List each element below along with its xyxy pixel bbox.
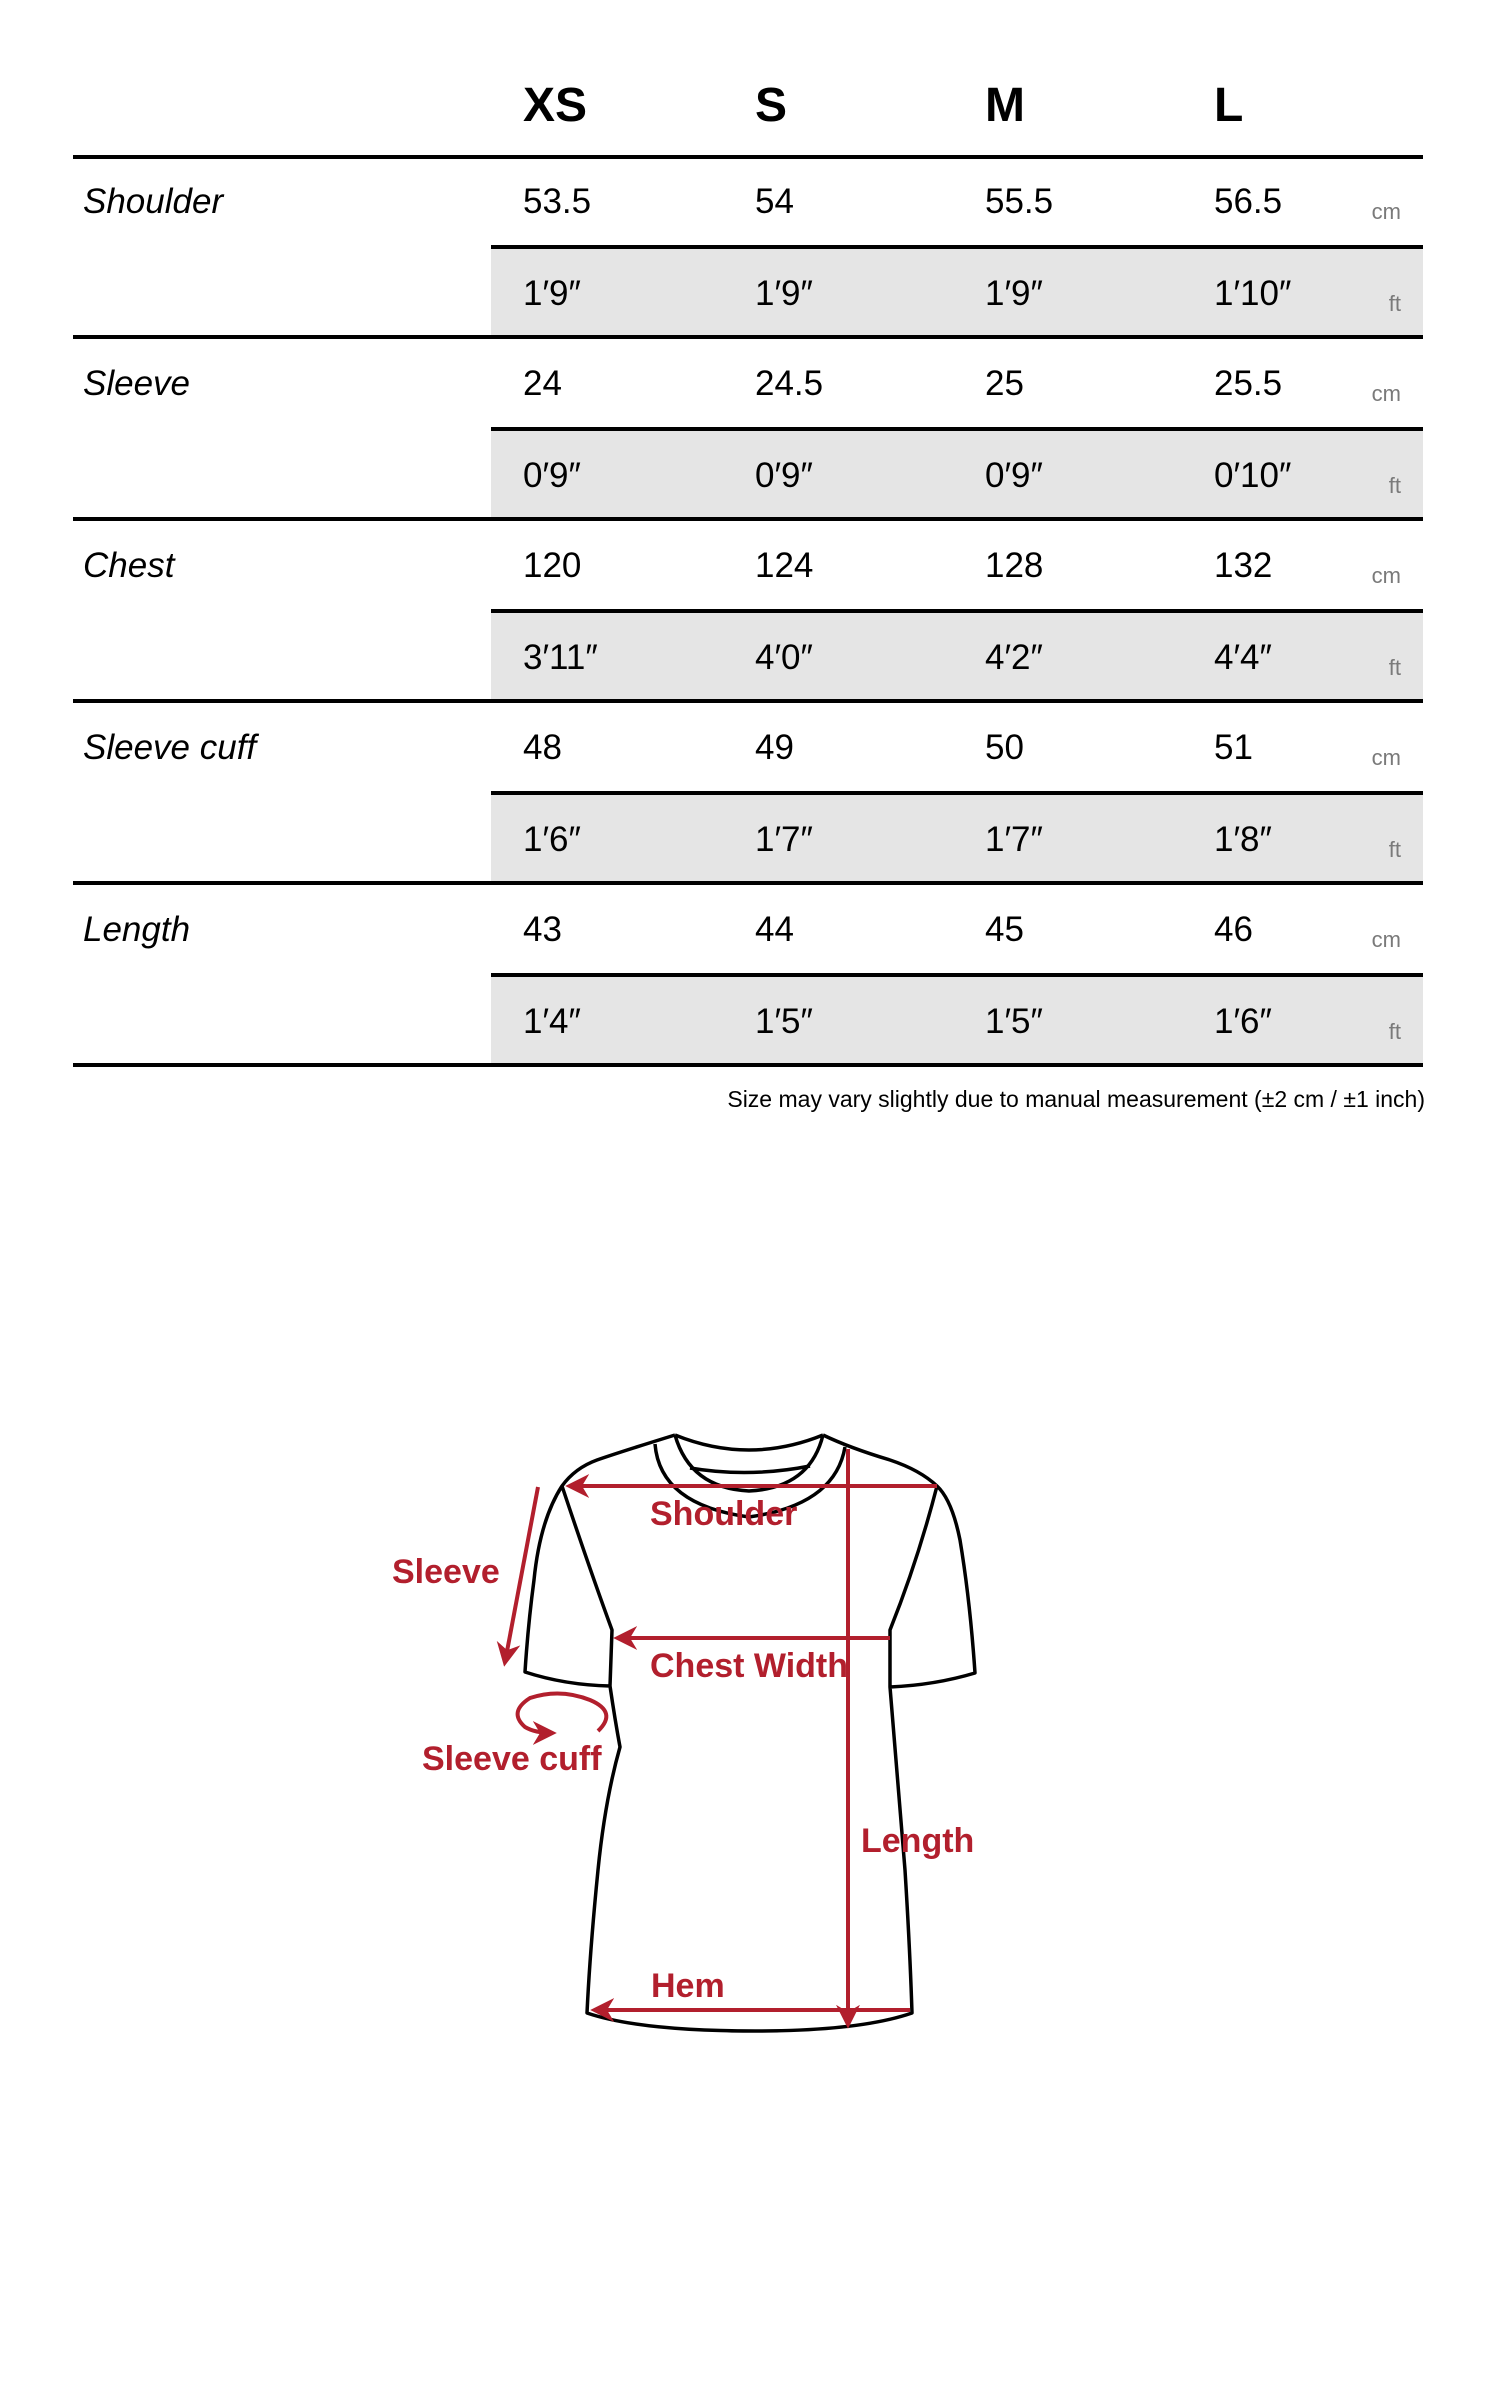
cell-s-ft: 0′9″ (755, 456, 813, 495)
size-header-m: M (985, 79, 1025, 132)
cell-s-ft: 1′7″ (755, 820, 813, 859)
size-header-s: S (755, 79, 788, 132)
measurement-footnote: Size may vary slightly due to manual measurement (±2 cm / ±1 inch) (727, 1086, 1425, 1112)
cell-xs-cm: 24 (523, 364, 562, 403)
neck-inner-line (690, 1466, 810, 1473)
measurement-label: Sleeve (83, 364, 191, 403)
unit-cm: cm (1371, 381, 1401, 406)
size-header-l: L (1214, 79, 1244, 132)
unit-cm: cm (1371, 927, 1401, 952)
cell-xs-ft: 1′4″ (523, 1002, 581, 1041)
cell-l-ft: 1′10″ (1214, 274, 1292, 313)
diagram-label-sleeve-cuff: Sleeve cuff (422, 1740, 602, 1778)
cell-s-cm: 44 (755, 910, 794, 949)
cell-xs-ft: 1′9″ (523, 274, 581, 313)
cell-l-ft: 0′10″ (1214, 456, 1292, 495)
cell-l-ft: 1′6″ (1214, 1002, 1272, 1041)
cell-m-ft: 0′9″ (985, 456, 1043, 495)
cell-l-cm: 25.5 (1214, 364, 1283, 403)
cell-s-cm: 54 (755, 182, 794, 221)
cell-l-cm: 56.5 (1214, 182, 1283, 221)
cell-xs-cm: 48 (523, 728, 562, 767)
unit-cm: cm (1371, 199, 1401, 224)
measurement-label: Sleeve cuff (83, 728, 257, 767)
cell-xs-ft: 0′9″ (523, 456, 581, 495)
cell-s-cm: 124 (755, 546, 814, 585)
cell-xs-ft: 3′11″ (523, 638, 598, 677)
unit-ft: ft (1388, 291, 1401, 316)
cell-m-ft: 1′7″ (985, 820, 1043, 859)
cell-m-cm: 45 (985, 910, 1024, 949)
measurement-label: Length (83, 910, 191, 949)
unit-cm: cm (1371, 563, 1401, 588)
cell-l-ft: 4′4″ (1214, 638, 1272, 677)
diagram-label-length: Length (861, 1822, 975, 1860)
cell-xs-cm: 53.5 (523, 182, 592, 221)
cell-l-cm: 51 (1214, 728, 1253, 767)
diagram-label-chest-width: Chest Width (650, 1647, 849, 1685)
diagram-label-sleeve: Sleeve (392, 1553, 500, 1591)
cell-xs-ft: 1′6″ (523, 820, 581, 859)
cell-s-ft: 1′5″ (755, 1002, 813, 1041)
cell-m-ft: 4′2″ (985, 638, 1043, 677)
cell-m-ft: 1′5″ (985, 1002, 1043, 1041)
sleeve-cuff-arrow (518, 1693, 607, 1733)
measurement-label: Shoulder (83, 182, 224, 221)
cell-l-ft: 1′8″ (1214, 820, 1272, 859)
size-header-xs: XS (523, 79, 588, 132)
cell-m-ft: 1′9″ (985, 274, 1043, 313)
cell-xs-cm: 120 (523, 546, 582, 585)
unit-cm: cm (1371, 745, 1401, 770)
cell-s-cm: 49 (755, 728, 794, 767)
diagram-label-shoulder: Shoulder (650, 1495, 798, 1533)
cell-l-cm: 132 (1214, 546, 1273, 585)
cell-m-cm: 128 (985, 546, 1044, 585)
cell-s-cm: 24.5 (755, 364, 824, 403)
measurement-label: Chest (83, 546, 175, 585)
cell-m-cm: 55.5 (985, 182, 1054, 221)
unit-ft: ft (1388, 1019, 1401, 1044)
unit-ft: ft (1388, 473, 1401, 498)
neck-outer (675, 1435, 823, 1450)
cell-m-cm: 25 (985, 364, 1024, 403)
cell-xs-cm: 43 (523, 910, 562, 949)
cell-l-cm: 46 (1214, 910, 1253, 949)
cell-s-ft: 1′9″ (755, 274, 813, 313)
unit-ft: ft (1388, 837, 1401, 862)
cell-m-cm: 50 (985, 728, 1024, 767)
unit-ft: ft (1388, 655, 1401, 680)
diagram-label-hem: Hem (651, 1967, 725, 2005)
cell-s-ft: 4′0″ (755, 638, 813, 677)
